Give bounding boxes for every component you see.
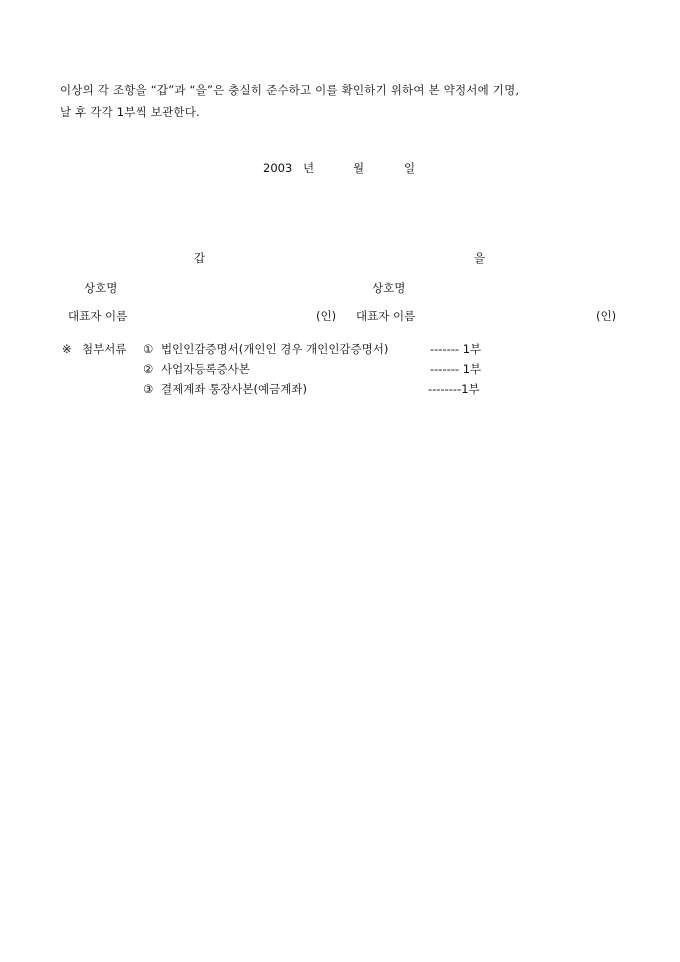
party-a-representative-label: 대표자 이름 — [68, 309, 128, 323]
party-b-company-label: 상호명 — [372, 281, 406, 295]
attachment-1-name: 법인인감증명서(개인인 경우 개인인감증명서) — [161, 342, 389, 356]
closing-line-1: 이상의 각 조항을 “갑”과 “을”은 충실히 준수하고 이를 확인하기 위하여 본 약정서에 기명, — [60, 83, 520, 97]
date-day-unit: 일 — [404, 161, 416, 175]
attachment-1-number: ① — [143, 342, 154, 356]
attachment-3-quantity: --------1부 — [428, 382, 480, 396]
party-a-label: 갑 — [194, 251, 206, 265]
attachment-3-number: ③ — [143, 382, 154, 396]
attachment-2-quantity: ------- 1부 — [430, 362, 482, 376]
attachments-mark: ※ — [62, 342, 72, 356]
party-a-seal: (인) — [316, 309, 337, 323]
party-b-seal: (인) — [596, 309, 617, 323]
date-year: 2003 — [263, 161, 293, 175]
attachments-title: 첨부서류 — [82, 342, 127, 356]
closing-line-2: 날 후 각각 1부씩 보관한다. — [60, 105, 200, 119]
party-b-label: 을 — [474, 251, 486, 265]
date-month-unit: 월 — [353, 161, 365, 175]
date-year-unit: 년 — [303, 161, 315, 175]
attachment-3-name: 결제계좌 통장사본(예금계좌) — [161, 382, 307, 396]
attachment-2-name: 사업자등록증사본 — [161, 362, 250, 376]
attachment-1-quantity: ------- 1부 — [430, 342, 482, 356]
attachment-2-number: ② — [143, 362, 154, 376]
party-b-representative-label: 대표자 이름 — [356, 309, 416, 323]
party-a-company-label: 상호명 — [84, 281, 118, 295]
closing-paragraph — [60, 79, 620, 123]
